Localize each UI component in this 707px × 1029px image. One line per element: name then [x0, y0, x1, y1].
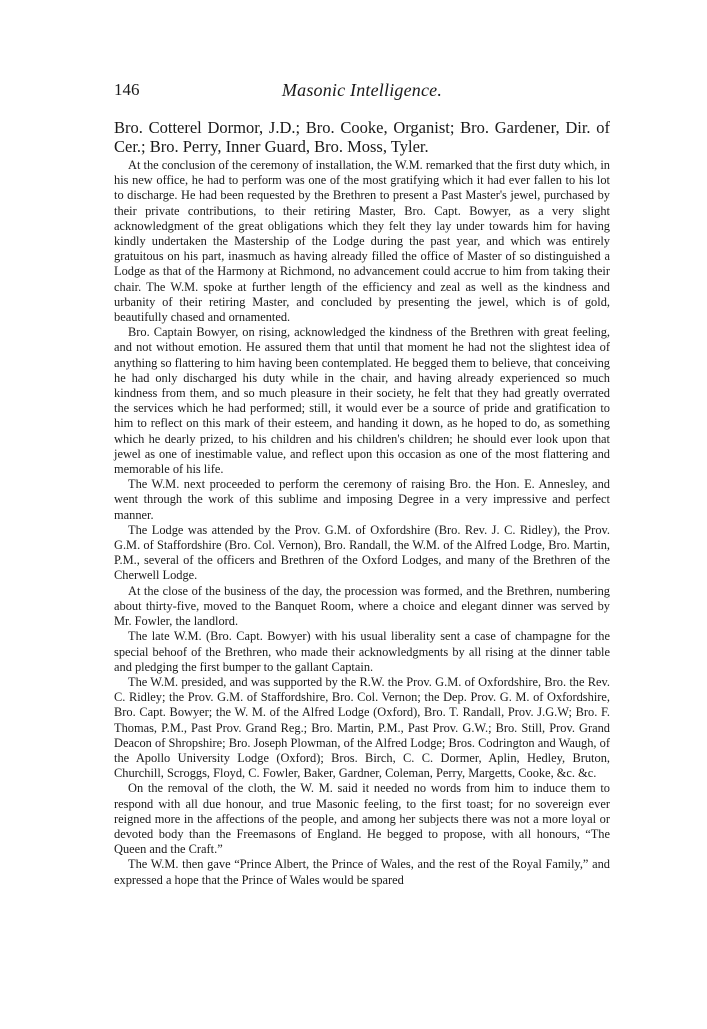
paragraph-raising-annesley: The W.M. next proceeded to perform the ceremony of raising Bro. the Hon. E. Annesley, and went through the work of this sublime and imposing Degree in a very impressive and perfect manner.	[114, 477, 610, 522]
running-title: Masonic Intelligence.	[281, 80, 443, 100]
paragraph-lodge-attendance: The Lodge was attended by the Prov. G.M. of Oxfordshire (Bro. Rev. J. C. Ridley), the Prov. G.M. of Staffordshire (Bro. Col. Vernon), Bro. Randall, the W.M. of the Alfred Lodge, Bro. Martin, P.M., several of the officers and Brethren of the Oxford Lodges, and many of the Brethren of the Cherwell Lodge.	[114, 522, 610, 583]
paragraph-supporters: The W.M. presided, and was supported by the R.W. the Prov. G.M. of Oxfordshire, Bro. the Rev. C. Ridley; the Prov. G.M. of Staffordshire, Bro. Col. Vernon; the Dep. Prov. G. M. of Oxfordshire, Bro. Capt. Bowyer; the W. M. of the Alfred Lodge (Oxford), Bro. T. Randall, Prov. J.G.W; Bro. F. Thomas, P.M., Past Prov. Grand Reg.; Bro. Martin, P.M., Past Prov. G.W.; Bro. Still, Prov. Grand Deacon of Shropshire; Bro. Joseph Plowman, of the Alfred Lodge; Bros. Codrington and Waugh, of the Apollo University Lodge (Oxford); Bros. Birch, C. C. Dormer, Aplin, Hedley, Bruton, Churchill, Scroggs, Floyd, C. Fowler, Baker, Gardner, Coleman, Perry, Margetts, Cooke, &c. &c.	[114, 674, 610, 781]
paragraph-royal-family-toast: The W.M. then gave “Prince Albert, the Prince of Wales, and the rest of the Royal Family,” and expressed a hope that the Prince of Wales would be spared	[114, 857, 610, 887]
paragraph-first-toast: On the removal of the cloth, the W. M. said it needed no words from him to induce them to respond with all due honour, and true Masonic feeling, to the first toast; for no sovereign ever reigned more in the affections of the people, and among her subjects there was not a more loyal or devoted body than the Freemasons of England. He begged to propose, with all honours, “The Queen and the Craft.”	[114, 781, 610, 857]
running-head	[114, 78, 610, 102]
journal-page	[114, 78, 610, 888]
officers-list: Bro. Cotterel Dormor, J.D.; Bro. Cooke, Organist; Bro. Gardener, Dir. of Cer.; Bro. Perry, Inner Guard, Bro. Moss, Tyler.	[114, 118, 610, 156]
article-body	[114, 118, 610, 888]
paragraph-installation-jewel: At the conclusion of the ceremony of installation, the W.M. remarked that the first duty which, in his new office, he had to perform was one of the most gratifying which it had ever fallen to his lot to discharge. He had been requested by the Brethren to present a Past Master's jewel, purchased by their private contributions, to their retiring Master, Bro. Capt. Bowyer, as a very slight acknowledgment of the great obligations which they felt they lay under towards him for having kindly undertaken the Mastership of the Lodge during the past year, and which was entirely gratuitous on his part, inasmuch as having already filled the office of Master of so distinguished a Lodge as that of the Harmony at Richmond, no advancement could accrue to him from taking their chair. The W.M. spoke at further length of the efficiency and zeal as well as the kindness and urbanity of their retiring Master, and concluded by presenting the jewel, which is of gold, beautifully chased and ornamented.	[114, 158, 610, 325]
paragraph-bowyer-reply: Bro. Captain Bowyer, on rising, acknowledged the kindness of the Brethren with great feeling, and not without emotion. He assured them that until that moment he had not the slightest idea of anything so flattering to him having been contemplated. He begged them to believe, that conceiving he had only discharged his duty while in the chair, and having already experienced so much kindness from them, and so much pleasure in their society, he felt that they had greatly overrated the services which he had performed; still, it would ever be a source of pride and gratification to him to reflect on this mark of their esteem, and handing it down, as he hoped to do, as something which he dearly prized, to his children and his children's children; he should ever look upon that jewel as one of inestimable value, and reflect upon this occasion as one of the most flattering and memorable of his life.	[114, 325, 610, 477]
paragraph-champagne: The late W.M. (Bro. Capt. Bowyer) with his usual liberality sent a case of champagne for the special behoof of the Brethren, who made their acknowledgments by all rising at the dinner table and pledging the first bumper to the gallant Captain.	[114, 629, 610, 674]
page-number: 146	[114, 80, 140, 99]
paragraph-banquet: At the close of the business of the day, the procession was formed, and the Brethren, numbering about thirty-five, moved to the Banquet Room, where a choice and elegant dinner was served by Mr. Fowler, the landlord.	[114, 583, 610, 629]
